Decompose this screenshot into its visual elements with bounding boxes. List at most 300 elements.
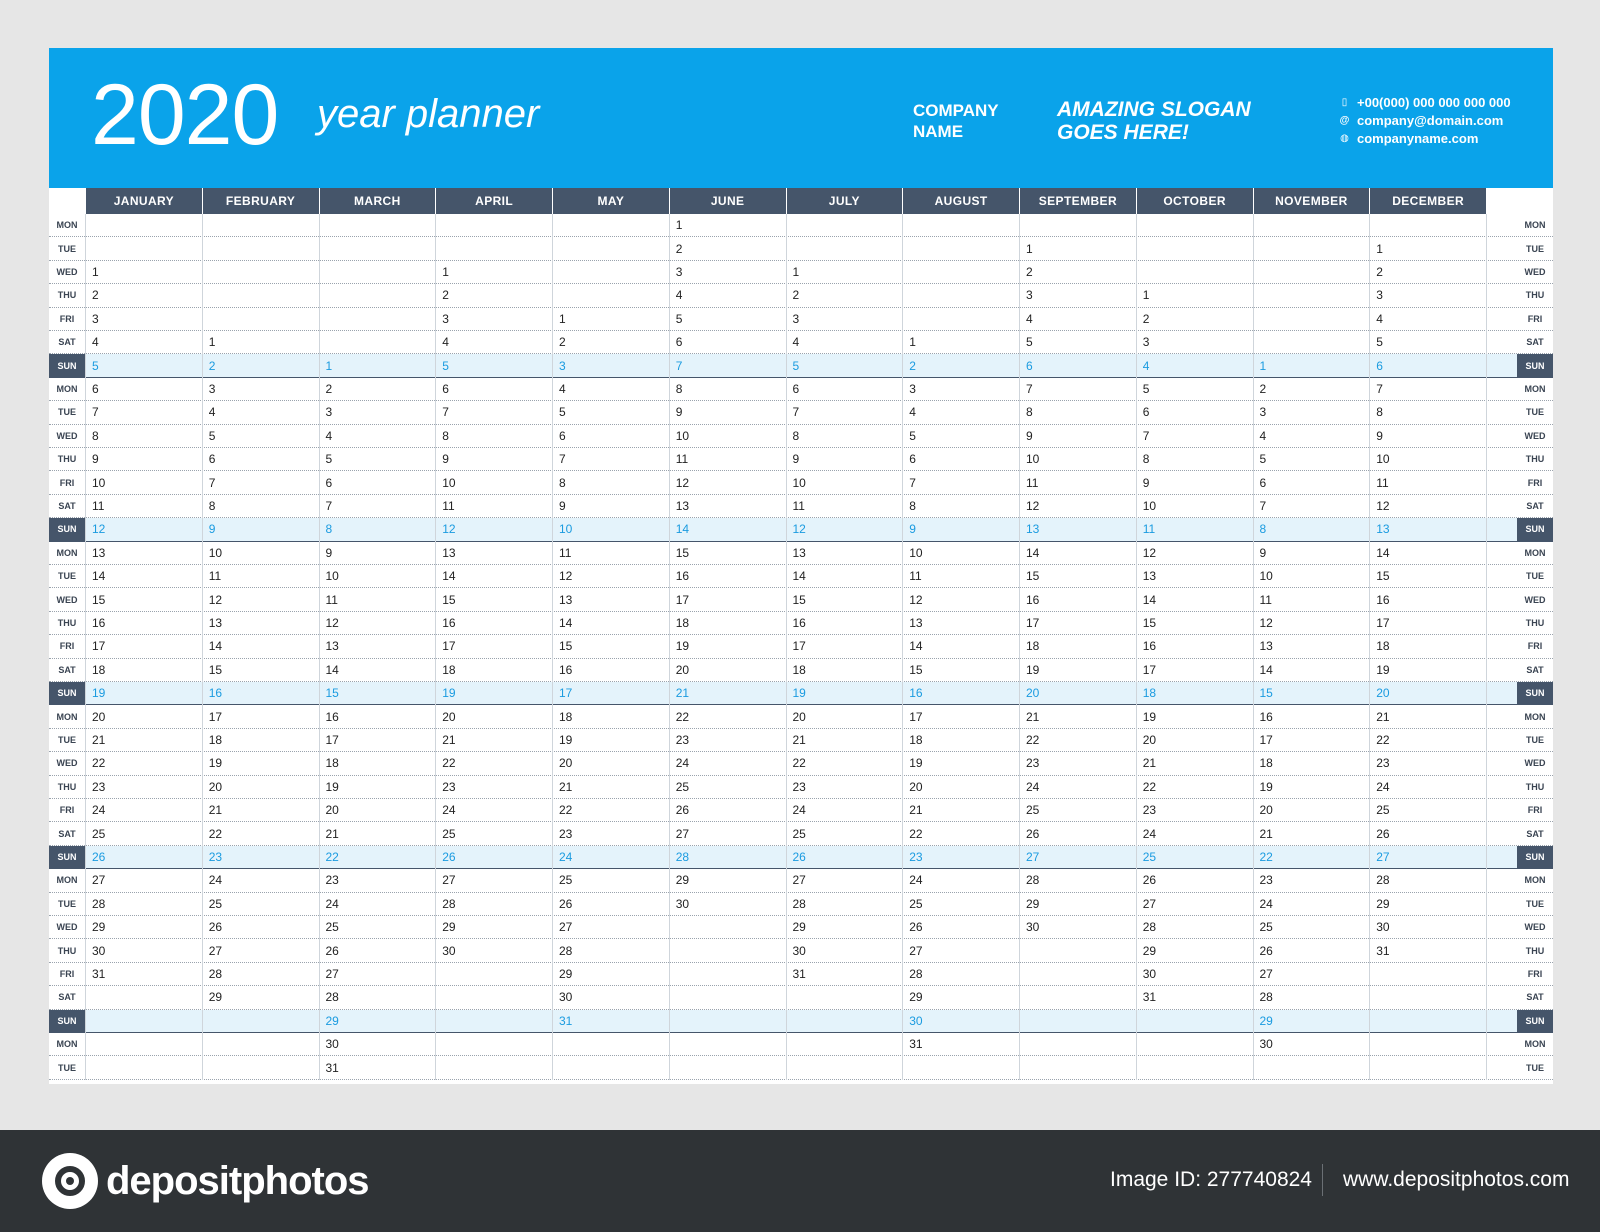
day-cell: 20 bbox=[1259, 803, 1273, 818]
day-cell: 25 bbox=[92, 826, 106, 841]
day-cell: 27 bbox=[559, 920, 573, 935]
day-cell: 21 bbox=[1026, 709, 1040, 724]
day-cell: 9 bbox=[1142, 475, 1150, 490]
day-cell: 4 bbox=[909, 405, 916, 420]
day-cell: 9 bbox=[1376, 428, 1383, 443]
weekday-label: SAT bbox=[58, 337, 76, 348]
weekday-label: SAT bbox=[1526, 992, 1544, 1003]
day-cell: 10 bbox=[909, 545, 923, 560]
day-row bbox=[49, 752, 1553, 775]
day-cell: 18 bbox=[675, 615, 690, 630]
weekday-label: WED bbox=[56, 922, 78, 933]
day-cell: 8 bbox=[1142, 452, 1150, 467]
day-cell: 25 bbox=[792, 826, 806, 841]
day-cell: 6 bbox=[325, 475, 333, 490]
day-cell: 22 bbox=[208, 826, 223, 841]
day-cell: 23 bbox=[909, 849, 923, 864]
contact-phone-text: +00(000) 000 000 000 000 bbox=[1357, 95, 1511, 110]
column-divider bbox=[319, 214, 320, 1080]
day-cell: 13 bbox=[442, 545, 456, 560]
day-cell: 1 bbox=[1142, 288, 1150, 303]
day-row bbox=[49, 401, 1553, 424]
day-cell: 10 bbox=[1026, 452, 1040, 467]
day-row bbox=[49, 565, 1553, 588]
day-cell: 27 bbox=[1142, 896, 1157, 911]
weekday-label: MON bbox=[56, 383, 78, 394]
weekday-label: THU bbox=[57, 290, 77, 301]
month-header-april: APRIL bbox=[436, 188, 553, 214]
slogan-line-2: GOES HERE! bbox=[1057, 121, 1189, 144]
day-cell: 10 bbox=[442, 475, 456, 490]
day-cell: 19 bbox=[208, 756, 223, 771]
day-cell: 26 bbox=[442, 849, 456, 864]
weekday-label: TUE bbox=[1526, 571, 1544, 582]
day-cell: 17 bbox=[325, 732, 339, 747]
phone-icon: ▯ bbox=[1341, 97, 1348, 108]
day-cell: 29 bbox=[1026, 896, 1040, 911]
weekday-label: SUN bbox=[1517, 682, 1553, 704]
day-cell: 29 bbox=[792, 920, 806, 935]
column-divider bbox=[669, 214, 670, 1080]
day-cell: 10 bbox=[1142, 498, 1157, 513]
day-cell: 7 bbox=[909, 475, 916, 490]
day-cell: 21 bbox=[208, 803, 223, 818]
weekday-label: WED bbox=[56, 594, 78, 605]
weekday-label: SUN bbox=[1517, 354, 1553, 376]
column-divider bbox=[202, 214, 203, 1080]
weekday-label: MON bbox=[56, 220, 78, 231]
day-cell: 17 bbox=[675, 592, 690, 607]
day-cell: 29 bbox=[325, 1013, 339, 1028]
day-cell: 10 bbox=[325, 569, 339, 584]
weekday-label: FRI bbox=[1527, 641, 1543, 652]
day-cell: 10 bbox=[559, 522, 573, 537]
day-cell: 29 bbox=[1376, 896, 1390, 911]
day-cell: 31 bbox=[1376, 943, 1390, 958]
month-header-october: OCTOBER bbox=[1137, 188, 1254, 214]
column-divider bbox=[1253, 214, 1254, 1080]
day-cell: 17 bbox=[792, 639, 806, 654]
weekday-label: SUN bbox=[1517, 518, 1553, 540]
day-cell: 8 bbox=[675, 381, 683, 396]
day-cell: 27 bbox=[909, 943, 923, 958]
day-cell: 18 bbox=[1259, 756, 1273, 771]
day-cell: 29 bbox=[559, 966, 573, 981]
day-row bbox=[49, 963, 1553, 986]
day-cell: 25 bbox=[1026, 803, 1040, 818]
day-cell: 30 bbox=[92, 943, 106, 958]
weekday-label: THU bbox=[1525, 945, 1545, 956]
weekday-label: MON bbox=[1524, 383, 1546, 394]
day-cell: 18 bbox=[792, 662, 806, 677]
day-cell: 21 bbox=[909, 803, 923, 818]
day-cell: 30 bbox=[559, 990, 573, 1005]
day-row bbox=[49, 542, 1553, 565]
day-cell: 23 bbox=[208, 849, 223, 864]
weekday-label: SUN bbox=[1517, 1010, 1553, 1032]
weekday-label: THU bbox=[57, 781, 77, 792]
day-cell: 9 bbox=[92, 452, 99, 467]
day-cell: 6 bbox=[92, 381, 99, 396]
column-divider bbox=[435, 214, 436, 1080]
weekday-label: SUN bbox=[49, 682, 85, 704]
day-cell: 21 bbox=[1376, 709, 1390, 724]
day-cell: 28 bbox=[1259, 990, 1273, 1005]
day-cell: 11 bbox=[442, 498, 455, 513]
day-cell: 28 bbox=[559, 943, 573, 958]
day-cell: 21 bbox=[1259, 826, 1273, 841]
day-cell: 17 bbox=[1259, 732, 1273, 747]
contact-phone bbox=[1339, 94, 1511, 112]
day-cell: 3 bbox=[559, 358, 566, 373]
day-cell: 14 bbox=[675, 522, 690, 537]
day-cell: 20 bbox=[1026, 686, 1040, 701]
weekday-label: FRI bbox=[1527, 805, 1543, 816]
day-cell: 2 bbox=[1026, 264, 1033, 279]
day-cell: 21 bbox=[325, 826, 339, 841]
day-cell: 6 bbox=[1259, 475, 1267, 490]
weekday-label: TUE bbox=[58, 734, 76, 745]
day-cell: 6 bbox=[1376, 358, 1383, 373]
month-header-march: MARCH bbox=[320, 188, 437, 214]
day-cell: 10 bbox=[92, 475, 106, 490]
day-cell: 8 bbox=[909, 498, 916, 513]
day-cell: 3 bbox=[1376, 288, 1383, 303]
day-cell: 28 bbox=[909, 966, 923, 981]
day-cell: 9 bbox=[559, 498, 566, 513]
day-cell: 18 bbox=[92, 662, 106, 677]
day-cell: 26 bbox=[208, 920, 223, 935]
column-divider bbox=[902, 214, 903, 1080]
day-row bbox=[49, 495, 1553, 518]
day-cell: 24 bbox=[325, 896, 339, 911]
day-cell: 21 bbox=[792, 732, 806, 747]
day-cell: 5 bbox=[1259, 452, 1267, 467]
company-line-2: NAME bbox=[913, 122, 964, 141]
day-cell: 10 bbox=[208, 545, 223, 560]
day-cell: 7 bbox=[1142, 428, 1150, 443]
day-cell: 31 bbox=[1142, 990, 1157, 1005]
day-row bbox=[49, 916, 1553, 939]
footer-separator bbox=[1322, 1164, 1323, 1196]
day-cell: 20 bbox=[92, 709, 106, 724]
day-row bbox=[49, 284, 1553, 307]
day-cell: 16 bbox=[92, 615, 106, 630]
day-row bbox=[49, 846, 1553, 869]
day-cell: 20 bbox=[442, 709, 456, 724]
day-cell: 6 bbox=[792, 381, 800, 396]
weekday-label: TUE bbox=[1526, 243, 1544, 254]
weekday-label: FRI bbox=[59, 805, 75, 816]
weekday-label: FRI bbox=[1527, 477, 1543, 488]
day-cell: 11 bbox=[792, 498, 805, 513]
day-cell: 2 bbox=[208, 358, 216, 373]
day-cell: 15 bbox=[442, 592, 456, 607]
day-cell: 24 bbox=[675, 756, 690, 771]
at-icon: @ bbox=[1339, 115, 1350, 126]
day-cell: 7 bbox=[1376, 381, 1383, 396]
day-cell: 3 bbox=[675, 264, 683, 279]
day-cell: 12 bbox=[1376, 498, 1390, 513]
weekday-label: SAT bbox=[1526, 828, 1544, 839]
day-cell: 14 bbox=[1259, 662, 1273, 677]
slogan bbox=[1057, 98, 1251, 144]
day-cell: 13 bbox=[675, 498, 690, 513]
day-cell: 2 bbox=[1259, 381, 1267, 396]
day-cell: 14 bbox=[92, 569, 106, 584]
day-cell: 16 bbox=[559, 662, 573, 677]
day-cell: 9 bbox=[442, 452, 449, 467]
day-cell: 16 bbox=[909, 686, 923, 701]
day-cell: 31 bbox=[559, 1013, 573, 1028]
day-cell: 14 bbox=[1026, 545, 1040, 560]
weekday-label: WED bbox=[1524, 758, 1546, 769]
day-cell: 14 bbox=[792, 569, 806, 584]
day-cell: 15 bbox=[675, 545, 690, 560]
day-row bbox=[49, 261, 1553, 284]
day-cell: 24 bbox=[909, 873, 923, 888]
day-cell: 29 bbox=[1142, 943, 1157, 958]
day-row bbox=[49, 705, 1553, 728]
day-cell: 11 bbox=[208, 569, 222, 584]
day-cell: 24 bbox=[1259, 896, 1273, 911]
day-cell: 27 bbox=[792, 873, 806, 888]
column-divider bbox=[1136, 214, 1137, 1080]
day-cell: 5 bbox=[675, 311, 683, 326]
day-cell: 7 bbox=[208, 475, 216, 490]
day-cell: 9 bbox=[909, 522, 916, 537]
day-cell: 9 bbox=[792, 452, 800, 467]
day-cell: 24 bbox=[92, 803, 106, 818]
day-cell: 24 bbox=[1376, 779, 1390, 794]
day-cell: 19 bbox=[792, 686, 806, 701]
day-cell: 18 bbox=[442, 662, 456, 677]
day-cell: 15 bbox=[909, 662, 923, 677]
day-cell: 28 bbox=[792, 896, 806, 911]
day-cell: 4 bbox=[1376, 311, 1383, 326]
day-cell: 6 bbox=[675, 335, 683, 350]
day-cell: 19 bbox=[1376, 662, 1390, 677]
weekday-label: TUE bbox=[58, 407, 76, 418]
day-cell: 27 bbox=[675, 826, 690, 841]
day-cell: 24 bbox=[559, 849, 573, 864]
day-cell: 27 bbox=[1376, 849, 1390, 864]
day-cell: 20 bbox=[675, 662, 690, 677]
footer-site: www.depositphotos.com bbox=[1343, 1168, 1570, 1191]
day-cell: 12 bbox=[1259, 615, 1273, 630]
depositphotos-logo bbox=[42, 1153, 369, 1209]
company-name bbox=[913, 100, 999, 142]
day-cell: 22 bbox=[559, 803, 573, 818]
weekday-label: SUN bbox=[1517, 846, 1553, 868]
weekday-label: SAT bbox=[58, 500, 76, 511]
day-cell: 25 bbox=[1259, 920, 1273, 935]
day-cell: 3 bbox=[442, 311, 449, 326]
day-cell: 19 bbox=[442, 686, 456, 701]
day-cell: 20 bbox=[792, 709, 806, 724]
column-divider bbox=[1369, 214, 1370, 1080]
day-cell: 11 bbox=[325, 592, 338, 607]
day-cell: 23 bbox=[559, 826, 573, 841]
month-header-august: AUGUST bbox=[903, 188, 1020, 214]
weekday-label: MON bbox=[56, 547, 78, 558]
day-cell: 3 bbox=[208, 381, 216, 396]
day-cell: 23 bbox=[1376, 756, 1390, 771]
day-row bbox=[49, 986, 1553, 1009]
day-cell: 17 bbox=[208, 709, 223, 724]
day-cell: 22 bbox=[442, 756, 456, 771]
day-cell: 16 bbox=[1259, 709, 1273, 724]
weekday-label: MON bbox=[1524, 547, 1546, 558]
weekday-label: FRI bbox=[59, 641, 75, 652]
weekday-label: TUE bbox=[1526, 898, 1544, 909]
column-divider bbox=[552, 214, 553, 1080]
day-cell: 28 bbox=[1376, 873, 1390, 888]
day-cell: 9 bbox=[208, 522, 216, 537]
weekday-label: TUE bbox=[58, 1062, 76, 1073]
day-cell: 23 bbox=[325, 873, 339, 888]
day-cell: 21 bbox=[559, 779, 573, 794]
weekday-label: MON bbox=[1524, 220, 1546, 231]
planner-header bbox=[49, 48, 1553, 188]
weekday-label: SAT bbox=[58, 828, 76, 839]
day-cell: 8 bbox=[325, 522, 333, 537]
day-row bbox=[49, 308, 1553, 331]
day-cell: 12 bbox=[675, 475, 690, 490]
day-cell: 17 bbox=[559, 686, 573, 701]
day-cell: 22 bbox=[909, 826, 923, 841]
day-cell: 6 bbox=[1026, 358, 1033, 373]
weekday-label: FRI bbox=[59, 313, 75, 324]
day-cell: 8 bbox=[1026, 405, 1033, 420]
weekday-label: TUE bbox=[58, 898, 76, 909]
day-cell: 5 bbox=[1376, 335, 1383, 350]
day-cell: 22 bbox=[1376, 732, 1390, 747]
day-row bbox=[49, 635, 1553, 658]
day-cell: 23 bbox=[442, 779, 456, 794]
day-row bbox=[49, 659, 1553, 682]
day-cell: 5 bbox=[208, 428, 216, 443]
day-cell: 28 bbox=[325, 990, 339, 1005]
weekday-label: WED bbox=[1524, 266, 1546, 277]
day-cell: 23 bbox=[1259, 873, 1273, 888]
day-cell: 13 bbox=[325, 639, 339, 654]
day-cell: 4 bbox=[1259, 428, 1267, 443]
day-cell: 30 bbox=[325, 1037, 339, 1052]
day-cell: 11 bbox=[1026, 475, 1039, 490]
day-cell: 8 bbox=[92, 428, 99, 443]
day-row bbox=[49, 682, 1553, 705]
day-cell: 20 bbox=[1376, 686, 1390, 701]
day-cell: 6 bbox=[442, 381, 449, 396]
day-cell: 29 bbox=[1259, 1013, 1273, 1028]
weekday-label: SUN bbox=[49, 1010, 85, 1032]
day-cell: 25 bbox=[1376, 803, 1390, 818]
day-cell: 30 bbox=[1026, 920, 1040, 935]
day-cell: 18 bbox=[909, 732, 923, 747]
day-cell: 18 bbox=[1026, 639, 1040, 654]
day-cell: 18 bbox=[325, 756, 339, 771]
day-cell: 12 bbox=[1026, 498, 1040, 513]
day-cell: 17 bbox=[1142, 662, 1157, 677]
day-row bbox=[49, 822, 1553, 845]
day-cell: 13 bbox=[792, 545, 806, 560]
day-cell: 30 bbox=[909, 1013, 923, 1028]
day-cell: 13 bbox=[1026, 522, 1040, 537]
day-cell: 26 bbox=[675, 803, 690, 818]
day-cell: 2 bbox=[442, 288, 449, 303]
weekday-label: FRI bbox=[59, 477, 75, 488]
weekday-label: THU bbox=[57, 945, 77, 956]
day-cell: 24 bbox=[442, 803, 456, 818]
day-cell: 18 bbox=[1376, 639, 1390, 654]
day-cell: 22 bbox=[1142, 779, 1157, 794]
day-cell: 30 bbox=[1259, 1037, 1273, 1052]
day-row bbox=[49, 1010, 1553, 1033]
day-cell: 12 bbox=[325, 615, 339, 630]
day-cell: 19 bbox=[325, 779, 339, 794]
day-cell: 28 bbox=[675, 849, 690, 864]
weekday-label: SAT bbox=[1526, 664, 1544, 675]
day-cell: 5 bbox=[442, 358, 449, 373]
day-cell: 7 bbox=[559, 452, 566, 467]
planner-subtitle: year planner bbox=[317, 92, 540, 136]
day-cell: 23 bbox=[92, 779, 106, 794]
day-cell: 6 bbox=[208, 452, 216, 467]
day-cell: 30 bbox=[792, 943, 806, 958]
day-cell: 22 bbox=[325, 849, 339, 864]
weekday-label: SUN bbox=[49, 846, 85, 868]
day-cell: 2 bbox=[909, 358, 916, 373]
weekday-label: TUE bbox=[58, 243, 76, 254]
contact-website bbox=[1339, 130, 1511, 148]
weekday-label: FRI bbox=[59, 968, 75, 979]
day-cell: 27 bbox=[208, 943, 223, 958]
day-cell: 7 bbox=[792, 405, 800, 420]
day-cell: 16 bbox=[1026, 592, 1040, 607]
day-cell: 26 bbox=[909, 920, 923, 935]
day-cell: 11 bbox=[92, 498, 105, 513]
day-cell: 13 bbox=[1376, 522, 1390, 537]
weekday-label: TUE bbox=[1526, 734, 1544, 745]
day-cell: 30 bbox=[1142, 966, 1157, 981]
camera-icon bbox=[42, 1153, 98, 1209]
month-header-february: FEBRUARY bbox=[203, 188, 320, 214]
day-cell: 1 bbox=[1259, 358, 1267, 373]
day-cell: 26 bbox=[792, 849, 806, 864]
day-cell: 26 bbox=[1026, 826, 1040, 841]
day-row bbox=[49, 425, 1553, 448]
weekday-label: THU bbox=[57, 617, 77, 628]
day-cell: 10 bbox=[675, 428, 690, 443]
day-cell: 30 bbox=[442, 943, 456, 958]
day-cell: 8 bbox=[442, 428, 449, 443]
day-cell: 11 bbox=[1376, 475, 1389, 490]
day-cell: 15 bbox=[792, 592, 806, 607]
day-cell: 5 bbox=[909, 428, 916, 443]
day-cell: 14 bbox=[325, 662, 339, 677]
day-cell: 21 bbox=[1142, 756, 1157, 771]
weekday-label: MON bbox=[1524, 1039, 1546, 1050]
day-cell: 18 bbox=[1142, 686, 1157, 701]
day-cell: 15 bbox=[1026, 569, 1040, 584]
day-cell: 29 bbox=[92, 920, 106, 935]
day-cell: 2 bbox=[1376, 264, 1383, 279]
globe-icon: ◍ bbox=[1340, 133, 1349, 144]
column-divider bbox=[1486, 214, 1487, 1080]
day-cell: 9 bbox=[675, 405, 683, 420]
month-header-january: JANUARY bbox=[86, 188, 203, 214]
